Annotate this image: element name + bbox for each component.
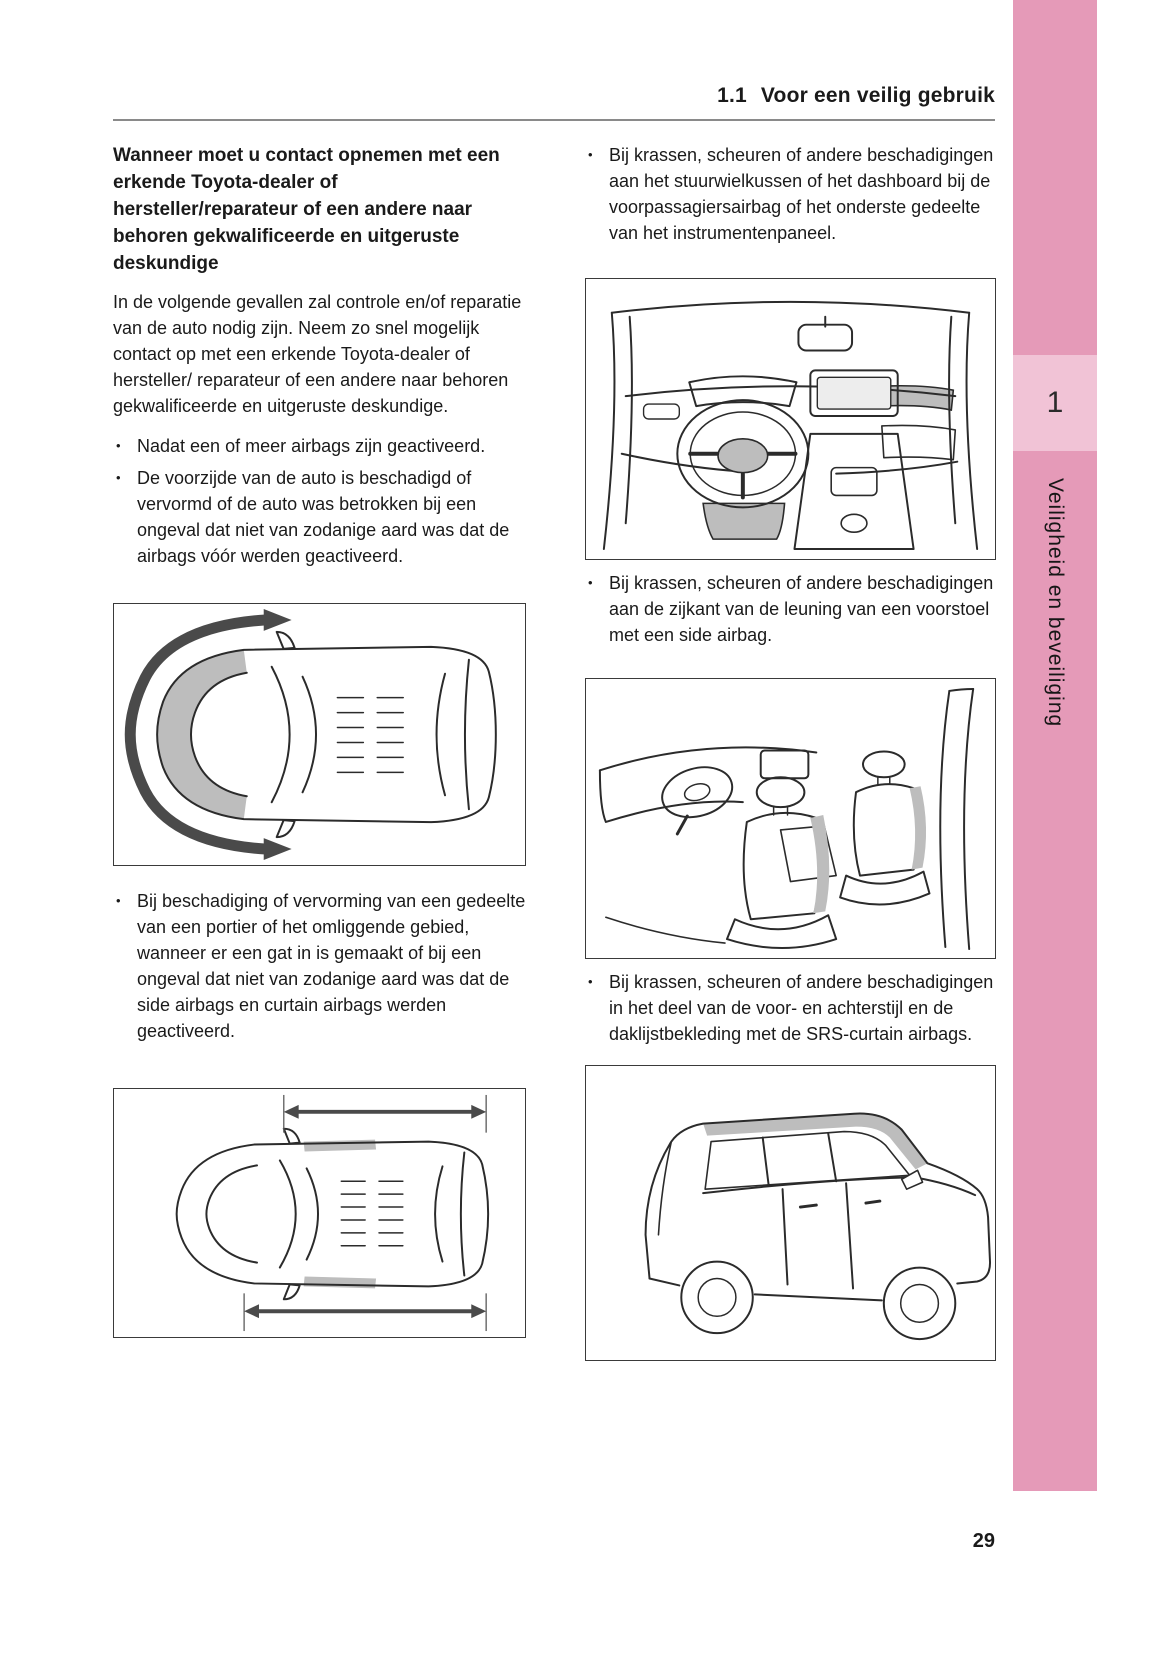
bullet-marker: •	[116, 470, 121, 485]
header-rule	[113, 119, 995, 121]
right-column	[585, 142, 996, 1361]
bullet-item	[113, 465, 526, 569]
section-number: 1.1	[717, 84, 747, 107]
chapter-title-text: Veiligheid en beveiliging	[1044, 478, 1067, 728]
section-title: Voor een veilig gebruik	[760, 84, 995, 107]
page-number: 29	[972, 1530, 995, 1552]
bullet-marker: •	[588, 974, 593, 989]
chapter-number: 1	[1046, 386, 1064, 419]
bullet-text: Bij krassen, scheuren of andere beschadigingen aan de zijkant van de leuning van een voorstoel met een side airbag.	[609, 573, 994, 645]
chapter-title	[1013, 478, 1097, 727]
left-column	[113, 142, 526, 1338]
intro-paragraph: In de volgende gevallen zal controle en/of reparatie van de auto nodig zijn. Neem zo snel mogelijk contact op met een erkende Toyota-dealer of hersteller/ reparateur of een andere naar behoren gekwalificeerde en uitgeruste deskundige.	[113, 292, 522, 416]
figure-seat-side-airbags	[585, 678, 996, 959]
bullet-item	[585, 969, 996, 1047]
bullet-text: Nadat een of meer airbags zijn geactiveerd.	[137, 436, 486, 456]
bullet-text: Bij krassen, scheuren of andere beschadigingen aan het stuurwielkussen of het dashboard bij de voorpassagiersairbag of het onderste gedeelte van het instrumentenpaneel.	[609, 145, 994, 243]
bullet-text: De voorzijde van de auto is beschadigd of vervormd of de auto was betrokken bij een ongeval dat niet van zodanige aard was dat de airbags vóór werden geactiveerd.	[137, 468, 510, 566]
bullet-item	[585, 142, 996, 246]
chapter-sidebar	[1013, 0, 1097, 1491]
bullet-marker: •	[588, 575, 593, 590]
bullet-item	[113, 888, 526, 1044]
figure-pillar-roof-curtain-airbags	[585, 1065, 996, 1361]
bullet-text: Bij krassen, scheuren of andere beschadigingen in het deel van de voor- en achterstijl en de daklijstbekleding met de SRS-curtain airbags.	[609, 972, 994, 1044]
subsection-heading: Wanneer moet u contact opnemen met een erkende Toyota-dealer of hersteller/reparateur of een andere naar behoren gekwalificeerde en uitgeruste deskundige	[113, 145, 500, 274]
bullet-item	[585, 570, 996, 648]
section-header	[113, 84, 995, 108]
chapter-tab	[1013, 355, 1097, 451]
figure-side-impact-top-view	[113, 1088, 526, 1338]
bullet-marker: •	[588, 147, 593, 162]
bullet-text: Bij beschadiging of vervorming van een gedeelte van een portier of het omliggende gebied, wanneer er een gat in is gemaakt of bij een ongeval dat niet van zodanige aard was dat de side airbags en curtain airbags werden geactiveerd.	[137, 891, 526, 1041]
figure-front-impact-top-view	[113, 603, 526, 866]
bullet-marker: •	[116, 893, 121, 908]
figure-dashboard-airbags	[585, 278, 996, 560]
bullet-item	[113, 433, 526, 459]
bullet-marker: •	[116, 438, 121, 453]
